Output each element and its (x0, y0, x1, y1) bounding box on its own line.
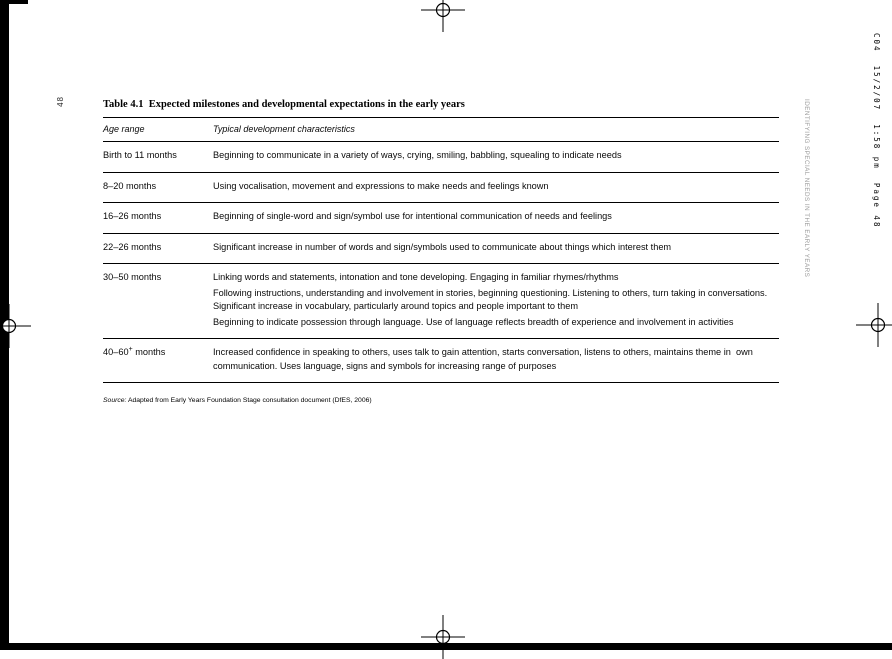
table-title: Table 4.1 Expected milestones and developmental expectations in the early years (103, 99, 465, 110)
table-row (103, 172, 779, 203)
source-text: Adapted from Early Years Foundation Stage consultation document (DfES, 2006) (126, 397, 372, 404)
characteristics-cell (213, 339, 779, 382)
source-note (103, 397, 779, 404)
table-row (103, 233, 779, 264)
characteristics-cell (213, 142, 779, 172)
age-range-cell: Birth to 11 months (103, 150, 177, 160)
table-grid (103, 117, 779, 383)
characteristic-paragraph: Increased confidence in speaking to others, uses talk to gain attention, starts conversation, listens to others, maintains theme in own communication. Uses language, signs and symbols for increasing range of purposes (213, 347, 756, 371)
characteristic-paragraph: Linking words and statements, intonation and tone developing. Engaging in familiar rhymes/rhythms (213, 272, 619, 282)
table-row (103, 202, 779, 233)
characteristic-paragraph: Beginning of single-word and sign/symbol use for intentional communication of needs and feelings (213, 211, 612, 221)
registration-mark-icon (421, 615, 465, 659)
age-range-cell: 8–20 months (103, 180, 157, 191)
registration-mark-icon (421, 0, 465, 32)
characteristic-paragraph: Beginning to communicate in a variety of ways, crying, smiling, babbling, squealing to indicate needs (213, 150, 622, 160)
table-row (103, 141, 779, 172)
column-header-characteristics: Typical development characteristics (213, 124, 355, 134)
characteristic-paragraph: Significant increase in number of words and sign/symbols used to communicate about things which interest them (213, 241, 672, 252)
characteristics-cell (213, 234, 779, 264)
age-range-cell: 40–60+ months (103, 345, 166, 357)
trim-tick-top-left (0, 0, 28, 4)
characteristics-cell (213, 264, 779, 338)
age-range-cell: 16–26 months (103, 211, 162, 221)
source-label: Source: (103, 397, 127, 404)
table-row (103, 338, 779, 382)
age-range-cell: 30–50 months (103, 272, 162, 282)
milestones-table (103, 99, 779, 404)
print-slug: C04 15/2/07 1:58 pm Page 48 (872, 33, 881, 229)
age-range-cell: 22–26 months (103, 241, 162, 252)
characteristics-cell (213, 203, 779, 233)
characteristic-paragraph: Following instructions, understanding and involvement in stories, beginning questioning. Listening to others, turn taking in conversations. Significant increase in vocabulary, particularly around topics and people important to them (213, 287, 770, 311)
characteristics-cell (213, 173, 779, 203)
table-body (103, 141, 779, 382)
page-number: 48 (56, 96, 65, 107)
characteristic-paragraph: Using vocalisation, movement and expressions to make needs and feelings known (213, 180, 549, 191)
column-header-age-range: Age range (103, 124, 145, 134)
running-header: IDENTIFYING SPECIAL NEEDS IN THE EARLY YEARS (803, 99, 810, 278)
table-row (103, 263, 779, 338)
registration-mark-icon (0, 304, 31, 348)
registration-mark-icon (856, 303, 892, 347)
table-header-row (103, 117, 779, 141)
characteristic-paragraph: Beginning to indicate possession through language. Use of language reflects breadth of experience and involvement in activities (213, 316, 734, 327)
